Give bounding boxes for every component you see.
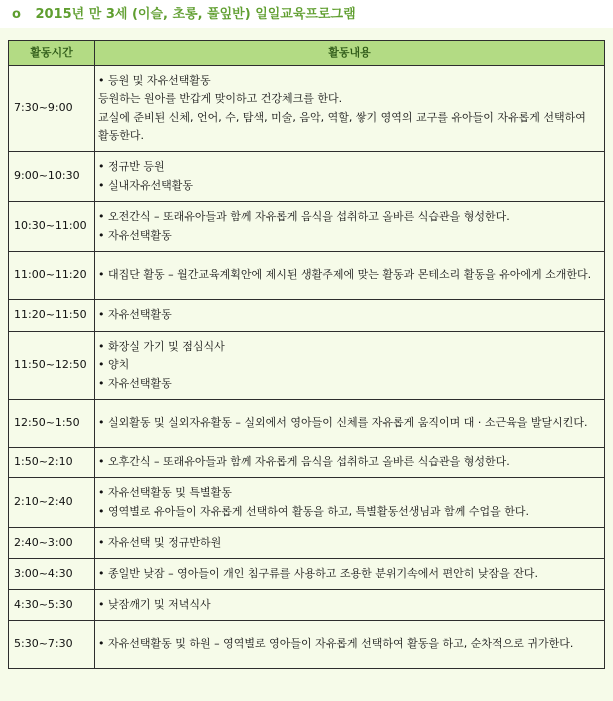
content-cell [95,66,605,152]
table-row [9,559,605,590]
content-line: • 대집단 활동 – 월간교육계획안에 제시된 생활주제에 맞는 활동과 몬테소리 활동을 유아에게 소개한다. [98,268,592,282]
content-cell [95,478,605,528]
time-cell: 2:40~3:00 [9,528,95,559]
table-row [9,528,605,559]
content-cell [95,528,605,559]
time-cell: 10:30~11:00 [9,202,95,252]
time-cell: 7:30~9:00 [9,66,95,152]
content-cell [95,400,605,448]
table-row [9,448,605,478]
table-row [9,152,605,202]
time-cell: 11:20~11:50 [9,300,95,332]
content-cell [95,332,605,400]
time-cell: 11:50~12:50 [9,332,95,400]
time-cell: 2:10~2:40 [9,478,95,528]
table-row [9,202,605,252]
content-line: • 낮잠깨기 및 저녁식사 [98,597,211,611]
content-cell [95,448,605,478]
content-line: • 자유선택활동 [98,308,172,322]
title-text: 2015년 만 3세 (이슬, 초롱, 풀잎반) 일일교육프로그램 [35,7,356,22]
table-row [9,66,605,152]
content-line: • 실외활동 및 실외자유활동 – 실외에서 영아들이 신체를 자유롭게 움직이며 대 · 소근육을 발달시킨다. [98,416,588,430]
header-time: 활동시간 [9,41,95,66]
schedule-table [8,40,605,669]
content-line: • 영역별로 유아들이 자유롭게 선택하여 활동을 하고, 특별활동선생님과 함께 수업을 한다. [98,504,529,518]
content-cell [95,252,605,300]
content-line: • 자유선택활동 및 특별활동 [98,486,232,499]
content-line: • 자유선택활동 및 하원 – 영역별로 영아들이 자유롭게 선택하여 활동을 하고, 순차적으로 귀가한다. [98,637,574,651]
table-row [9,478,605,528]
table-header-row [9,41,605,66]
content-line: 교실에 준비된 신체, 언어, 수, 탐색, 미술, 음악, 역할, 쌓기 영역의 교구를 유아들이 자유롭게 선택하여 활동한다. [98,110,586,142]
time-cell: 1:50~2:10 [9,448,95,478]
content-line: • 자유선택 및 정규반하원 [98,535,222,549]
content-cell [95,300,605,332]
content-line: • 실내자유선택활동 [98,178,193,192]
time-cell: 5:30~7:30 [9,621,95,669]
schedule-panel [0,28,613,701]
content-cell [95,202,605,252]
content-line: • 자유선택활동 [98,376,172,390]
content-line: • 등원 및 자유선택활동 [98,73,211,87]
content-cell [95,590,605,621]
time-cell: 3:00~4:30 [9,559,95,590]
table-row [9,332,605,400]
time-cell: 4:30~5:30 [9,590,95,621]
time-cell: 9:00~10:30 [9,152,95,202]
table-row [9,300,605,332]
content-line: • 정규반 등원 [98,160,165,173]
table-body [9,66,605,669]
page-title [12,3,356,22]
content-cell [95,152,605,202]
table-row [9,621,605,669]
table-row [9,400,605,448]
time-cell: 12:50~1:50 [9,400,95,448]
table-row [9,252,605,300]
header-content: 활동내용 [95,41,605,66]
content-line: 등원하는 원아를 반갑게 맞이하고 건강체크를 한다. [98,92,343,105]
content-cell [95,559,605,590]
title-bullet: o [12,7,21,22]
content-line: • 자유선택활동 [98,228,172,242]
content-line: • 양치 [98,358,130,372]
time-cell: 11:00~11:20 [9,252,95,300]
content-line: • 오전간식 – 또래유아들과 함께 자유롭게 음식을 섭취하고 올바른 식습관을 형성한다. [98,210,510,223]
content-line: • 오후간식 – 또래유아들과 함께 자유롭게 음식을 섭취하고 올바른 식습관을 형성한다. [98,455,510,469]
content-line: • 종일반 낮잠 – 영아들이 개인 침구류를 사용하고 조용한 분위기속에서 편안히 낮잠을 잔다. [98,566,538,580]
content-cell [95,621,605,669]
content-line: • 화장실 가기 및 점심식사 [98,339,225,353]
table-row [9,590,605,621]
